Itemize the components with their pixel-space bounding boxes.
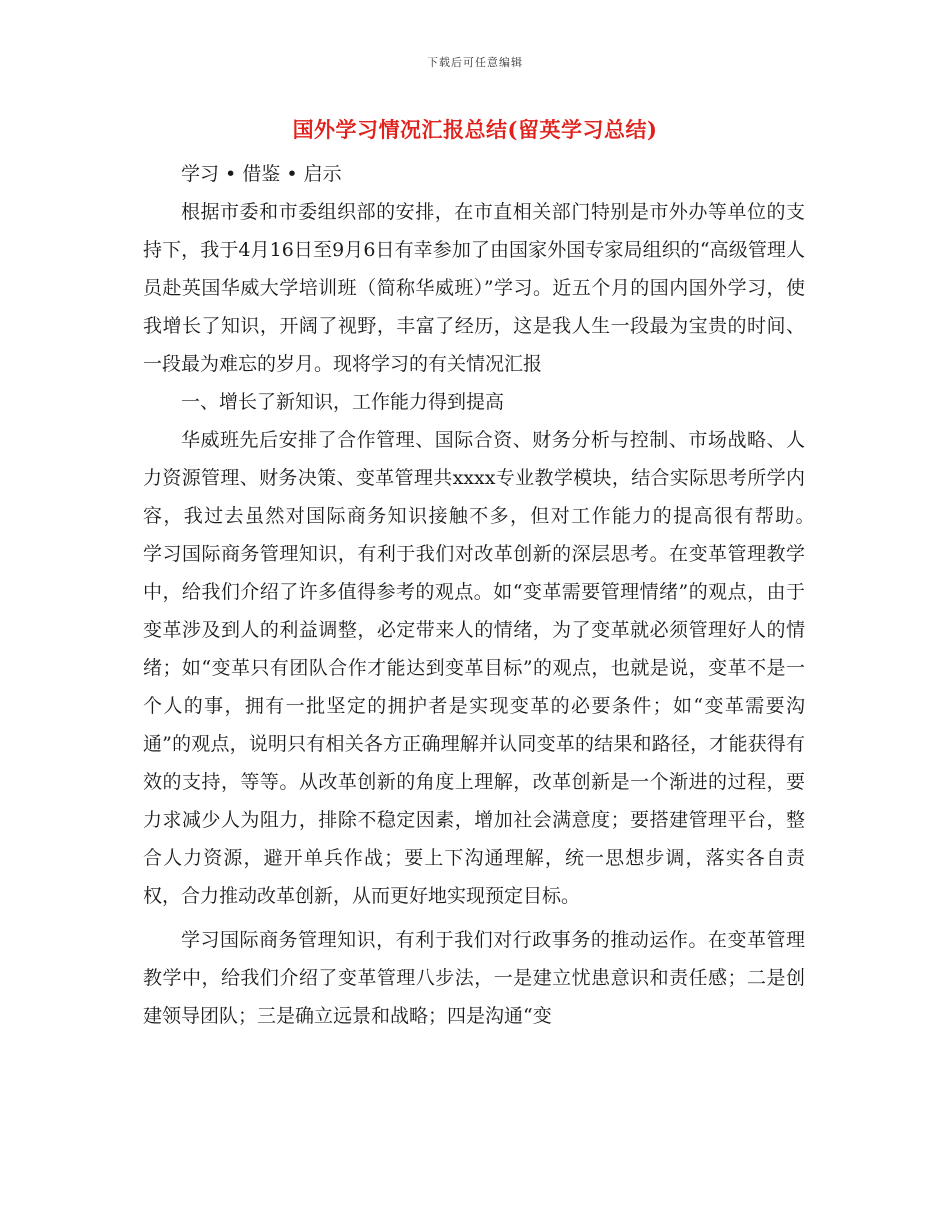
paragraph-intro: 根据市委和市委组织部的安排，在市直相关部门特别是市外办等单位的支持下，我于4月16日至9月6日有幸参加了由国家外国专家局组织的“高级管理人员赴英国华威大学培训班（简称华威班）”学习。近五个月的国内国外学习，使我增长了知识，开阔了视野，丰富了经历，这是我人生一段最为宝贵的时间、一段最为难忘的岁月。现将学习的有关情况汇报 bbox=[143, 201, 805, 375]
document-body bbox=[143, 155, 844, 1035]
paragraph-heading-1: 一、增长了新知识，工作能力得到提高 bbox=[181, 391, 505, 413]
paragraph-training-content: 华威班先后安排了合作管理、国际合资、财务分析与控制、市场战略、人力资源管理、财务决策、变革管理共xxxx专业教学模块，结合实际思考所学内容，我过去虽然对国际商务知识接触不多，但对工作能力的提高很有帮助。 学习国际商务管理知识，有利于我们对改革创新的深层思考。在变革管理教学中，给我们介绍了许多值得参考的观点。如“变革需要管理情绪”的观点，由于变革涉及到人的利益调整，必定带来人的情绪，为了变革就必须管理好人的情绪；如“变革只有团队合作才能达到变革目标”的观点，也就是说，变革不是一个人的事，拥有一批坚定的拥护者是实现变革的必要条件；如“变革需要沟通”的观点，说明只有相关各方正确理解并认同变革的结果和路径，才能获得有效的支持，等等。从改革创新的角度上理解，改革创新是一个渐进的过程，要力求减少人为阻力，排除不稳定因素，增加社会满意度；要搭建管理平台，整合人力资源，避开单兵作战；要上下沟通理解，统一思想步调，落实各自责权，合力推动改革创新，从而更好地实现预定目标。 bbox=[143, 429, 844, 907]
header-note: 下载后可任意编辑 bbox=[427, 56, 523, 69]
paragraph-subtitle: 学习 • 借鉴 • 启示 bbox=[181, 163, 342, 185]
paragraph-administrative: 学习国际商务管理知识，有利于我们对行政事务的推动运作。在变革管理教学中，给我们介绍了变革管理八步法，一是建立忧患意识和责任感；二是创建领导团队；三是确立远景和战略；四是沟通“变 bbox=[143, 929, 805, 1027]
document-title: 国外学习情况汇报总结(留英学习总结) bbox=[292, 117, 658, 142]
